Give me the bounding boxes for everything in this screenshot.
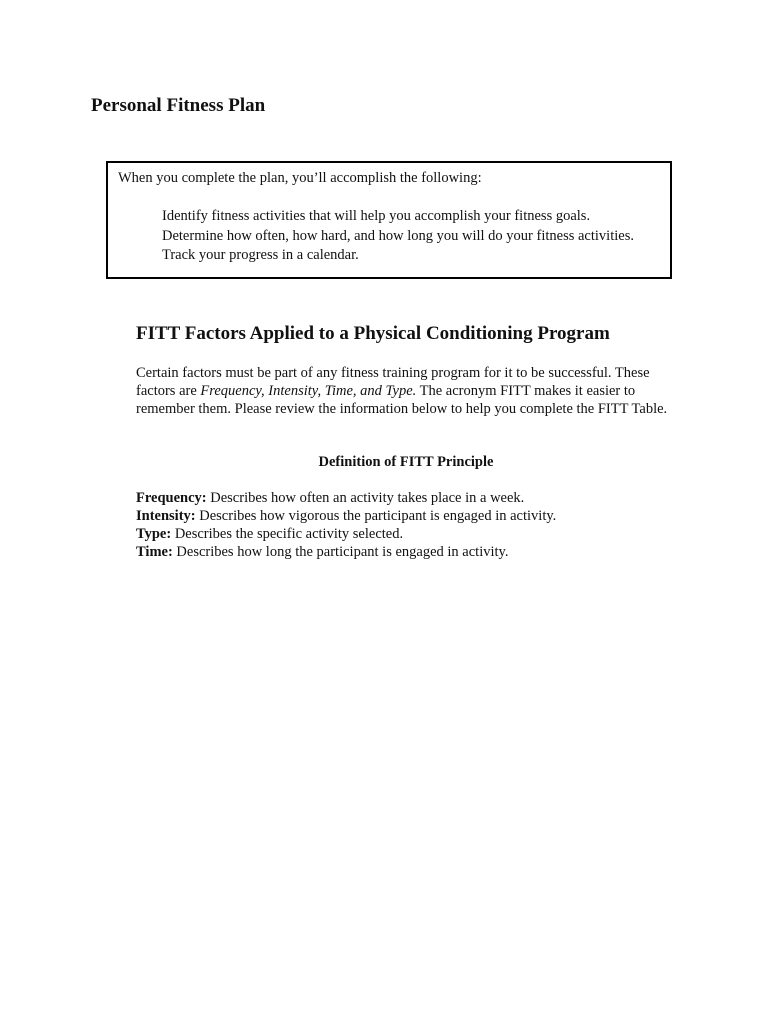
definition-term: Frequency: [136, 490, 207, 506]
fitt-heading: FITT Factors Applied to a Physical Conditioning Program [136, 323, 610, 344]
definition-item [136, 525, 556, 543]
definition-item [136, 543, 556, 561]
definition-heading: Definition of FITT Principle [318, 454, 494, 470]
objective-item: Identify fitness activities that will help you accomplish your fitness goals. [162, 208, 591, 224]
objectives-list [162, 207, 634, 266]
definition-term: Time: [136, 544, 173, 560]
objective-item: Track your progress in a calendar. [162, 247, 359, 263]
definition-text: Describes the specific activity selected. [171, 526, 404, 542]
page-title: Personal Fitness Plan [91, 95, 266, 116]
objectives-intro: When you complete the plan, you’ll accomplish the following: [118, 170, 482, 186]
paragraph-text: Certain factors must be part of any fitness training program for it to be successful. These factors are [136, 365, 650, 399]
definition-list [136, 489, 556, 561]
definition-term: Type: [136, 526, 172, 542]
definition-item [136, 507, 556, 525]
paragraph-italic-text: Frequency, Intensity, Time, and Type. [200, 383, 417, 399]
definition-item [136, 489, 556, 507]
definition-term: Intensity: [136, 508, 196, 524]
objectives-box [106, 161, 672, 279]
definition-text: Describes how vigorous the participant is engaged in activity. [195, 508, 557, 524]
fitt-intro-paragraph [136, 364, 676, 418]
definition-text: Describes how long the participant is engaged in activity. [172, 544, 509, 560]
paragraph-text: The acronym FITT makes it easier to remember them. Please review the information below to help you complete the FITT Table. [136, 383, 668, 417]
objective-item: Determine how often, how hard, and how long you will do your fitness activities. [162, 227, 634, 244]
definition-text: Describes how often an activity takes place in a week. [206, 490, 525, 506]
